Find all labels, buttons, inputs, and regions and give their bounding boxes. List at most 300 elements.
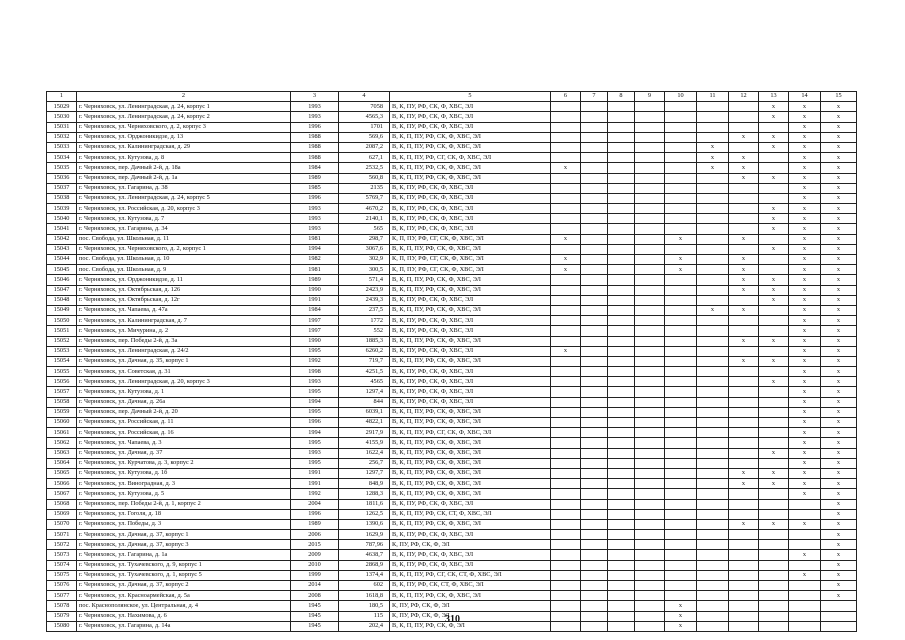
area-cell: 202,4 <box>339 621 390 631</box>
mark-cell <box>635 204 665 214</box>
mark-cell <box>729 122 759 132</box>
address-cell: г. Черняховск, ул. Черняховского, д. 2, корпус 1 <box>77 244 291 254</box>
mark-cell: x <box>789 479 821 489</box>
mark-cell <box>608 387 635 397</box>
area-cell: 1390,6 <box>339 519 390 529</box>
year-cell: 2004 <box>291 499 339 509</box>
mark-cell <box>697 489 729 499</box>
table-row <box>47 265 857 275</box>
mark-cell <box>729 581 759 591</box>
address-cell: г. Черняховск, ул. Ленинградская, д. 24, корпус 2 <box>77 112 291 122</box>
mark-cell <box>697 560 729 570</box>
mark-cell <box>551 204 581 214</box>
address-cell: г. Черняховск, ул. Советская, д. 31 <box>77 367 291 377</box>
mark-cell <box>697 193 729 203</box>
area-cell: 2423,9 <box>339 285 390 295</box>
mark-cell <box>581 102 608 112</box>
mark-cell: x <box>821 560 857 570</box>
mark-cell <box>635 346 665 356</box>
area-cell: 569,6 <box>339 132 390 142</box>
mark-cell <box>729 193 759 203</box>
mark-cell: x <box>729 285 759 295</box>
mark-cell <box>729 448 759 458</box>
mark-cell <box>608 316 635 326</box>
equipment-cell: В, К, П, ПУ, РФ, СК, Ф, ХВС, ЭЛ <box>390 468 551 478</box>
mark-cell: x <box>759 224 789 234</box>
mark-cell <box>581 316 608 326</box>
table-row <box>47 336 857 346</box>
address-cell: пос. Краснополянское, ул. Центральная, д. 4 <box>77 601 291 611</box>
mark-cell <box>665 173 697 183</box>
mark-cell: x <box>821 326 857 336</box>
address-cell: г. Черняховск, ул. Тухачевского, д. 9, корпус 1 <box>77 560 291 570</box>
equipment-cell: К, ПУ, РФ, СК, Ф, ЭЛ <box>390 540 551 550</box>
mark-cell <box>665 142 697 152</box>
mark-cell <box>759 122 789 132</box>
mark-cell <box>759 550 789 560</box>
mark-cell <box>608 540 635 550</box>
year-cell: 1992 <box>291 489 339 499</box>
equipment-cell: В, К, ПУ, РФ, СК, Ф, ХВС, ЭЛ <box>390 204 551 214</box>
mark-cell: x <box>729 336 759 346</box>
record-id-cell: 15071 <box>47 530 77 540</box>
year-cell: 1981 <box>291 234 339 244</box>
table-row <box>47 122 857 132</box>
mark-cell: x <box>789 458 821 468</box>
address-cell: г. Черняховск, ул. Кутузова, д. 1 <box>77 387 291 397</box>
mark-cell <box>697 204 729 214</box>
equipment-cell: В, К, П, ПУ, РФ, СК, Ф, ХВС, ЭЛ <box>390 591 551 601</box>
mark-cell <box>635 224 665 234</box>
mark-cell <box>729 183 759 193</box>
address-cell: г. Черняховск, ул. Черняховского, д. 2, корпус 3 <box>77 122 291 132</box>
mark-cell <box>608 193 635 203</box>
mark-cell: x <box>789 418 821 428</box>
year-cell: 1995 <box>291 387 339 397</box>
mark-cell <box>729 458 759 468</box>
address-cell: г. Черняховск, ул. Октябрьская, д. 126 <box>77 285 291 295</box>
mark-cell: x <box>821 581 857 591</box>
mark-cell <box>697 601 729 611</box>
mark-cell <box>608 122 635 132</box>
record-id-cell: 15078 <box>47 601 77 611</box>
mark-cell: x <box>821 244 857 254</box>
mark-cell <box>551 142 581 152</box>
record-id-cell: 15080 <box>47 621 77 631</box>
mark-cell <box>759 193 789 203</box>
address-cell: г. Черняховск, ул. Гагарина, д. 1а <box>77 550 291 560</box>
record-id-cell: 15034 <box>47 153 77 163</box>
mark-cell: x <box>697 142 729 152</box>
mark-cell <box>635 295 665 305</box>
area-cell: 2917,9 <box>339 428 390 438</box>
column-number-cell: 1 <box>47 92 77 102</box>
mark-cell <box>551 183 581 193</box>
mark-cell <box>608 560 635 570</box>
mark-cell <box>697 448 729 458</box>
address-cell: г. Черняховск, ул. Тухачевского, д. 1, корпус 5 <box>77 570 291 580</box>
mark-cell: x <box>821 142 857 152</box>
area-cell: 848,9 <box>339 479 390 489</box>
mark-cell: x <box>759 295 789 305</box>
mark-cell <box>581 142 608 152</box>
area-cell: 1288,3 <box>339 489 390 499</box>
mark-cell: x <box>821 295 857 305</box>
equipment-cell: В, К, ПУ, РФ, СК, Ф, ХВС, ЭЛ <box>390 316 551 326</box>
year-cell: 1996 <box>291 193 339 203</box>
table-row <box>47 601 857 611</box>
mark-cell <box>635 265 665 275</box>
mark-cell: x <box>821 458 857 468</box>
mark-cell <box>608 153 635 163</box>
mark-cell <box>697 132 729 142</box>
mark-cell <box>759 407 789 417</box>
column-number-cell: 4 <box>339 92 390 102</box>
mark-cell <box>551 489 581 499</box>
table-row <box>47 346 857 356</box>
area-cell: 1811,6 <box>339 499 390 509</box>
mark-cell <box>608 356 635 366</box>
mark-cell <box>581 163 608 173</box>
mark-cell <box>608 346 635 356</box>
mark-cell <box>665 102 697 112</box>
equipment-cell: В, К, П, ПУ, РФ, СГ, СК, СТ, Ф, ХВС, ЭЛ <box>390 570 551 580</box>
area-cell: 2868,9 <box>339 560 390 570</box>
mark-cell <box>697 214 729 224</box>
mark-cell: x <box>821 550 857 560</box>
mark-cell <box>697 550 729 560</box>
mark-cell <box>551 336 581 346</box>
mark-cell <box>697 316 729 326</box>
mark-cell <box>551 591 581 601</box>
year-cell: 1988 <box>291 142 339 152</box>
mark-cell <box>608 550 635 560</box>
mark-cell <box>635 550 665 560</box>
equipment-cell: В, К, П, ПУ, РФ, СК, Ф, ХВС, ЭЛ <box>390 285 551 295</box>
mark-cell <box>697 173 729 183</box>
mark-cell <box>551 530 581 540</box>
record-id-cell: 15070 <box>47 519 77 529</box>
mark-cell: x <box>789 428 821 438</box>
mark-cell: x <box>821 377 857 387</box>
mark-cell: x <box>789 397 821 407</box>
mark-cell <box>635 519 665 529</box>
mark-cell <box>635 509 665 519</box>
mark-cell: x <box>821 275 857 285</box>
mark-cell <box>635 458 665 468</box>
mark-cell <box>697 102 729 112</box>
mark-cell <box>665 591 697 601</box>
equipment-cell: В, К, П, ПУ, РФ, СК, Ф, ХВС, ЭЛ <box>390 479 551 489</box>
mark-cell: x <box>789 377 821 387</box>
column-number-cell: 13 <box>759 92 789 102</box>
mark-cell <box>729 244 759 254</box>
mark-cell <box>697 244 729 254</box>
mark-cell <box>608 438 635 448</box>
column-number-header-row <box>47 92 857 102</box>
year-cell: 1993 <box>291 204 339 214</box>
mark-cell: x <box>821 468 857 478</box>
equipment-cell: В, К, П, ПУ, РФ, СК, Ф, ХВС, ЭЛ <box>390 418 551 428</box>
column-number-cell: 12 <box>729 92 759 102</box>
mark-cell: x <box>821 255 857 265</box>
mark-cell: x <box>821 112 857 122</box>
mark-cell <box>729 407 759 417</box>
mark-cell <box>665 244 697 254</box>
mark-cell <box>665 122 697 132</box>
mark-cell <box>581 255 608 265</box>
mark-cell <box>697 122 729 132</box>
record-id-cell: 15029 <box>47 102 77 112</box>
table-row <box>47 499 857 509</box>
record-id-cell: 15032 <box>47 132 77 142</box>
table-row <box>47 397 857 407</box>
mark-cell <box>581 265 608 275</box>
table-row <box>47 479 857 489</box>
mark-cell <box>759 601 789 611</box>
record-id-cell: 15059 <box>47 407 77 417</box>
mark-cell <box>697 509 729 519</box>
mark-cell: x <box>729 468 759 478</box>
mark-cell <box>581 153 608 163</box>
year-cell: 1995 <box>291 346 339 356</box>
record-id-cell: 15033 <box>47 142 77 152</box>
mark-cell <box>759 183 789 193</box>
mark-cell <box>608 244 635 254</box>
record-id-cell: 15037 <box>47 183 77 193</box>
mark-cell <box>665 438 697 448</box>
year-cell: 1996 <box>291 509 339 519</box>
mark-cell <box>789 540 821 550</box>
mark-cell <box>551 244 581 254</box>
mark-cell <box>697 275 729 285</box>
mark-cell <box>635 173 665 183</box>
mark-cell <box>729 102 759 112</box>
mark-cell <box>581 305 608 315</box>
equipment-cell: В, К, П, ПУ, РФ, СК, Ф, ХВС, ЭЛ <box>390 458 551 468</box>
mark-cell <box>697 346 729 356</box>
mark-cell <box>551 367 581 377</box>
mark-cell <box>759 489 789 499</box>
area-cell: 180,5 <box>339 601 390 611</box>
area-cell: 2532,5 <box>339 163 390 173</box>
equipment-cell: К, ПУ, РФ, СК, Ф, ЭЛ <box>390 601 551 611</box>
mark-cell <box>581 112 608 122</box>
mark-cell <box>608 102 635 112</box>
mark-cell <box>697 530 729 540</box>
address-cell: г. Черняховск, ул. Гагарина, д. 34 <box>77 224 291 234</box>
area-cell: 2135 <box>339 183 390 193</box>
mark-cell <box>729 142 759 152</box>
mark-cell <box>759 326 789 336</box>
area-cell: 6039,1 <box>339 407 390 417</box>
mark-cell <box>665 295 697 305</box>
table-row <box>47 305 857 315</box>
mark-cell <box>729 204 759 214</box>
area-cell: 256,7 <box>339 458 390 468</box>
equipment-cell: В, К, П, ПУ, РФ, СГ, СК, Ф, ХВС, ЭЛ <box>390 428 551 438</box>
address-cell: г. Черняховск, ул. Гагарина, д. 14а <box>77 621 291 631</box>
mark-cell: x <box>821 122 857 132</box>
area-cell: 1297,7 <box>339 468 390 478</box>
table-row <box>47 468 857 478</box>
record-id-cell: 15036 <box>47 173 77 183</box>
mark-cell <box>697 285 729 295</box>
mark-cell: x <box>821 163 857 173</box>
address-cell: г. Черняховск, ул. Нахимова, д. 6 <box>77 611 291 621</box>
column-number-cell: 11 <box>697 92 729 102</box>
mark-cell <box>789 581 821 591</box>
mark-cell <box>635 112 665 122</box>
mark-cell <box>697 458 729 468</box>
mark-cell <box>759 234 789 244</box>
mark-cell <box>581 581 608 591</box>
mark-cell <box>759 428 789 438</box>
mark-cell <box>581 214 608 224</box>
mark-cell <box>551 387 581 397</box>
mark-cell <box>665 336 697 346</box>
mark-cell <box>608 591 635 601</box>
equipment-cell: В, К, П, ПУ, РФ, СК, Ф, ХВС, ЭЛ <box>390 132 551 142</box>
address-cell: г. Черняховск, ул. Кутузова, д. 1б <box>77 468 291 478</box>
record-id-cell: 15057 <box>47 387 77 397</box>
area-cell: 2439,3 <box>339 295 390 305</box>
area-cell: 787,96 <box>339 540 390 550</box>
mark-cell <box>665 387 697 397</box>
mark-cell: x <box>821 183 857 193</box>
mark-cell <box>608 295 635 305</box>
area-cell: 1772 <box>339 316 390 326</box>
mark-cell <box>608 305 635 315</box>
mark-cell <box>608 601 635 611</box>
column-number-cell: 14 <box>789 92 821 102</box>
mark-cell <box>551 377 581 387</box>
mark-cell <box>635 255 665 265</box>
equipment-cell: В, К, ПУ, РФ, СК, Ф, ХВС, ЭЛ <box>390 387 551 397</box>
year-cell: 1991 <box>291 479 339 489</box>
year-cell: 1984 <box>291 305 339 315</box>
mark-cell <box>729 224 759 234</box>
address-cell: г. Черняховск, ул. Красноармейская, д. 5а <box>77 591 291 601</box>
mark-cell <box>665 183 697 193</box>
year-cell: 1997 <box>291 326 339 336</box>
table-row <box>47 489 857 499</box>
area-cell: 1262,5 <box>339 509 390 519</box>
mark-cell <box>608 173 635 183</box>
mark-cell: x <box>789 305 821 315</box>
mark-cell: x <box>665 265 697 275</box>
area-cell: 4155,9 <box>339 438 390 448</box>
mark-cell <box>635 193 665 203</box>
mark-cell <box>665 346 697 356</box>
mark-cell <box>729 387 759 397</box>
mark-cell: x <box>821 418 857 428</box>
mark-cell <box>581 387 608 397</box>
mark-cell <box>759 560 789 570</box>
address-cell: г. Черняховск, пер. Победы 2-й, д. 3а <box>77 336 291 346</box>
mark-cell: x <box>729 234 759 244</box>
mark-cell <box>697 519 729 529</box>
mark-cell <box>551 356 581 366</box>
mark-cell: x <box>665 601 697 611</box>
year-cell: 1995 <box>291 458 339 468</box>
mark-cell: x <box>759 468 789 478</box>
mark-cell <box>581 356 608 366</box>
mark-cell <box>608 489 635 499</box>
mark-cell <box>551 193 581 203</box>
mark-cell <box>665 112 697 122</box>
equipment-cell: В, К, ПУ, РФ, СК, Ф, ХВС, ЭЛ <box>390 112 551 122</box>
table-row <box>47 163 857 173</box>
mark-cell <box>665 275 697 285</box>
area-cell: 2087,2 <box>339 142 390 152</box>
mark-cell <box>759 530 789 540</box>
mark-cell <box>697 367 729 377</box>
mark-cell <box>551 560 581 570</box>
mark-cell <box>665 153 697 163</box>
table-row <box>47 550 857 560</box>
mark-cell <box>581 244 608 254</box>
mark-cell <box>729 367 759 377</box>
mark-cell <box>759 367 789 377</box>
address-cell: г. Черняховск, ул. Кутузова, д. 5 <box>77 489 291 499</box>
year-cell: 1981 <box>291 265 339 275</box>
mark-cell <box>581 418 608 428</box>
year-cell: 1996 <box>291 418 339 428</box>
table-row <box>47 438 857 448</box>
mark-cell <box>635 570 665 580</box>
mark-cell: x <box>821 540 857 550</box>
mark-cell <box>608 418 635 428</box>
record-id-cell: 15055 <box>47 367 77 377</box>
mark-cell <box>665 132 697 142</box>
year-cell: 1993 <box>291 377 339 387</box>
mark-cell: x <box>729 173 759 183</box>
mark-cell <box>608 336 635 346</box>
mark-cell: x <box>551 265 581 275</box>
mark-cell <box>697 591 729 601</box>
mark-cell: x <box>789 356 821 366</box>
record-id-cell: 15062 <box>47 438 77 448</box>
mark-cell <box>759 387 789 397</box>
mark-cell: x <box>821 224 857 234</box>
mark-cell: x <box>729 305 759 315</box>
mark-cell <box>551 601 581 611</box>
table-row <box>47 428 857 438</box>
mark-cell <box>665 367 697 377</box>
record-id-cell: 15066 <box>47 479 77 489</box>
mark-cell: x <box>821 428 857 438</box>
record-id-cell: 15061 <box>47 428 77 438</box>
mark-cell <box>635 356 665 366</box>
mark-cell <box>697 387 729 397</box>
year-cell: 2008 <box>291 591 339 601</box>
mark-cell <box>608 397 635 407</box>
mark-cell <box>697 438 729 448</box>
mark-cell: x <box>821 530 857 540</box>
mark-cell <box>697 540 729 550</box>
table-row <box>47 418 857 428</box>
mark-cell: x <box>759 275 789 285</box>
equipment-cell: В, К, П, ПУ, РФ, СК, Ф, ХВС, ЭЛ <box>390 163 551 173</box>
mark-cell: x <box>551 234 581 244</box>
year-cell: 1945 <box>291 611 339 621</box>
mark-cell <box>608 570 635 580</box>
record-id-cell: 15054 <box>47 356 77 366</box>
mark-cell <box>729 591 759 601</box>
mark-cell <box>551 173 581 183</box>
mark-cell: x <box>821 316 857 326</box>
